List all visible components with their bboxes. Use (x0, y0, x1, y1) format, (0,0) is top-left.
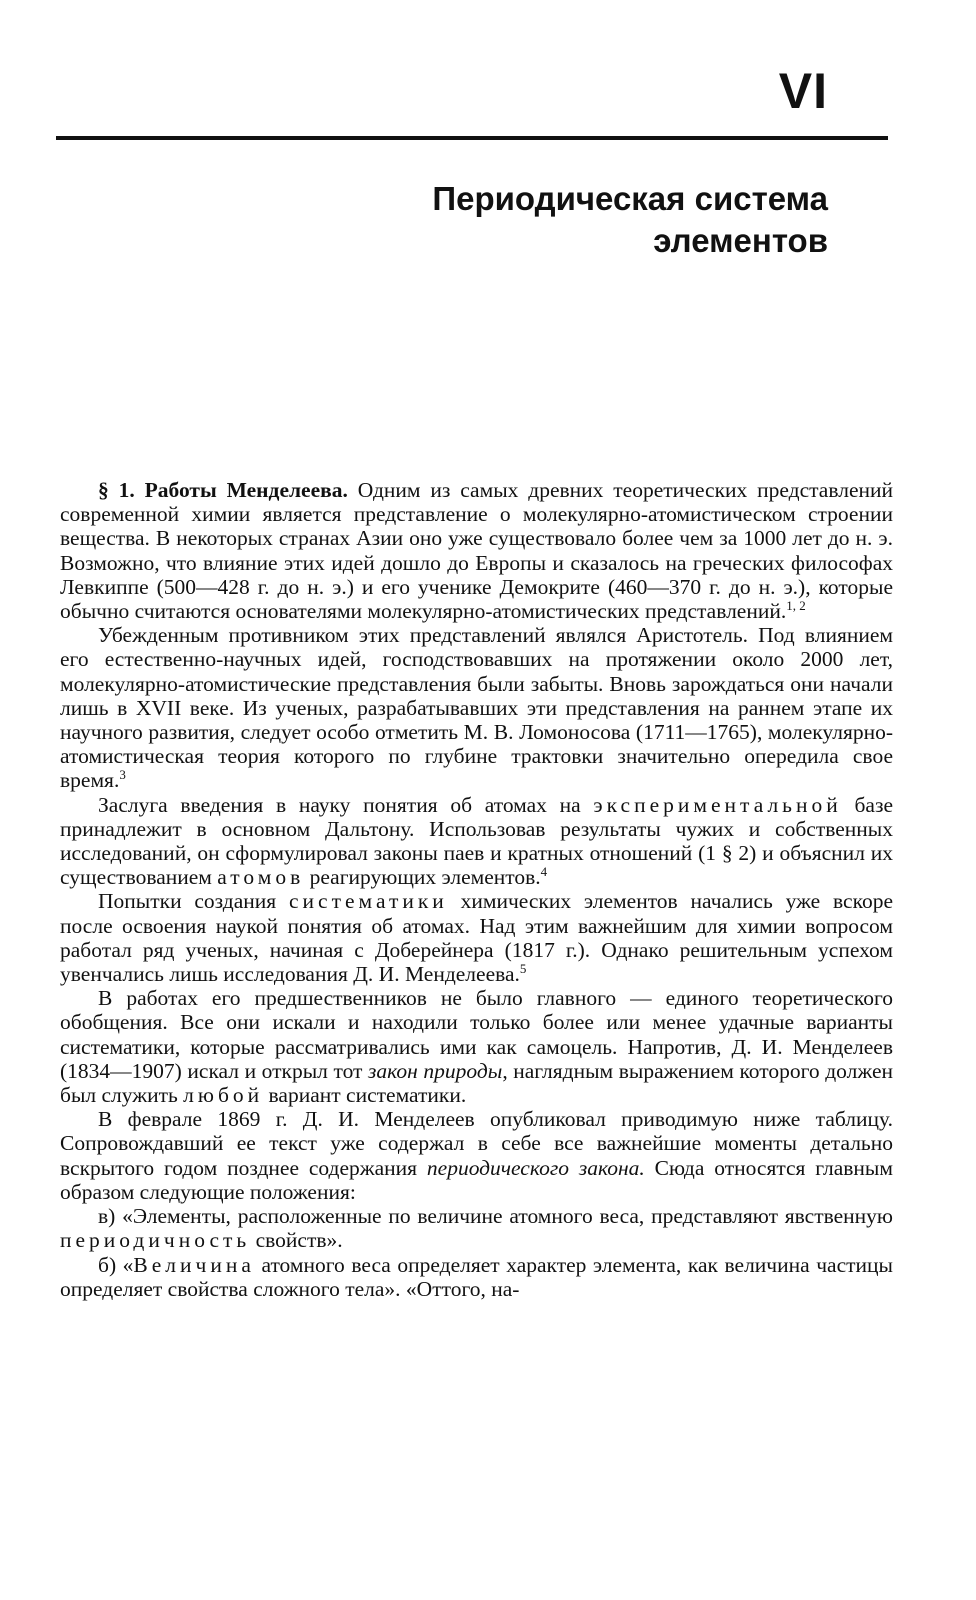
emphasis-spaced: любой (183, 1083, 264, 1108)
header-rule (56, 136, 888, 140)
paragraph-3-text: базе принадлежит в основном Дальтону. Использовав результаты чужих и собственных исследований, он сформулировал законы паев и кратных отношений (1 § 2) и объяснил их существованием (60, 792, 893, 890)
paragraph-8 (60, 1253, 893, 1301)
paragraph-1-text: Одним из самых древних теоретических представлений современной химии является представление о молекулярно-атомистическом строении вещества. В некоторых странах Азии оно уже существовало более чем за 1000 лет до н. э. Возможно, что влияние этих идей дошло до Европы и сказалось на греческих философах Левкиппе (500—428 г. до н. э.) и его ученике Демокрите (460—370 г. до н. э.), которые обычно считаются основателями молекулярно-атомистических представлений. (60, 478, 894, 624)
paragraph-8-text: атомного веса определяет характер элемента, как величина частицы определяет свойства сложного тела». «Оттого, на- (60, 1252, 893, 1301)
section-heading: § 1. Работы Менделеева. (98, 478, 348, 502)
paragraph-2 (60, 623, 893, 792)
paragraph-5-text: В работах его предшественников не было главного — единого теоретического обобщения. Все они искали и находили только более или менее удачные варианты систематики, которые рассматривались ими как самоцель. Напротив, Д. И. Менделеев (1834—1907) искал и открыл тот (60, 986, 893, 1083)
emphasis-spaced: экспериментальной (593, 792, 842, 817)
paragraph-1 (60, 478, 893, 623)
paragraph-8-text: б) « (98, 1252, 134, 1277)
paragraph-5-text: вариант систематики. (263, 1083, 467, 1108)
paragraph-6-text: Сюда относятся главным образом следующие положения: (60, 1155, 893, 1204)
paragraph-4-text: химических элементов начались уже вскоре после освоения наукой понятия об атомах. Над этим важнейшим для химии вопросом работал ряд ученых, начиная с Доберейнера (1817 г.). Однако решительным успехом увенчались лишь исследования Д. И. Менделеева. (60, 889, 893, 987)
footnote-ref: 3 (119, 767, 126, 783)
emphasis-spaced: систематики (288, 889, 448, 914)
paragraph-5 (60, 986, 893, 1107)
chapter-number: VI (778, 63, 828, 119)
paragraph-6-text: В феврале 1869 г. Д. И. Менделеев опубликовал приводимую ниже таблицу. Сопровождавший ее текст уже содержал в себе все важнейшие моменты детально вскрытого годом позднее содержания (60, 1107, 893, 1180)
paragraph-4-text: Попытки создания (98, 889, 289, 914)
emphasis-spaced: Величина (133, 1252, 255, 1277)
paragraph-5-text: , наглядным выражением которого должен был служить (60, 1058, 893, 1108)
paragraph-2-text: Убежденным противником этих представлений являлся Аристотель. Под влиянием его естественно-научных идей, господствовавших на протяжении около 2000 лет, молекулярно-атомистические представления были забыты. Вновь зарождаться они начали лишь в XVII веке. Из ученых, разрабатывавших эти представления на раннем этапе их научного развития, следует особо отметить М. В. Ломоносова (1711—1765), молекулярно-атомистическая теория которого по глубине трактовки значительно опередила свое время. (60, 623, 893, 793)
emphasis-italic: периодического закона. (426, 1155, 645, 1180)
paragraph-7-text: в) «Элементы, расположенные по величине атомного веса, представляют явственную (98, 1204, 893, 1229)
paragraph-4 (60, 889, 893, 986)
chapter-title-line1: Периодическая система (432, 180, 828, 217)
footnote-ref: 4 (540, 864, 548, 880)
emphasis-spaced: атомов (217, 865, 305, 890)
chapter-title (432, 178, 828, 262)
emphasis-italic: закон природы (368, 1058, 503, 1083)
paragraph-7 (60, 1204, 893, 1252)
emphasis-spaced: периодичность (60, 1228, 251, 1253)
paragraph-6 (60, 1107, 893, 1204)
paragraph-3-text: Заслуга введения в науку понятия об атомах на (98, 792, 594, 817)
footnote-ref: 1, 2 (786, 598, 806, 614)
paragraph-7-text: свойств». (250, 1228, 343, 1253)
paragraph-3-text: реагирующих элементов. (304, 865, 541, 890)
body-text (60, 478, 893, 1301)
chapter-title-line2: элементов (653, 222, 828, 259)
paragraph-3 (60, 793, 893, 890)
footnote-ref: 5 (519, 961, 527, 977)
